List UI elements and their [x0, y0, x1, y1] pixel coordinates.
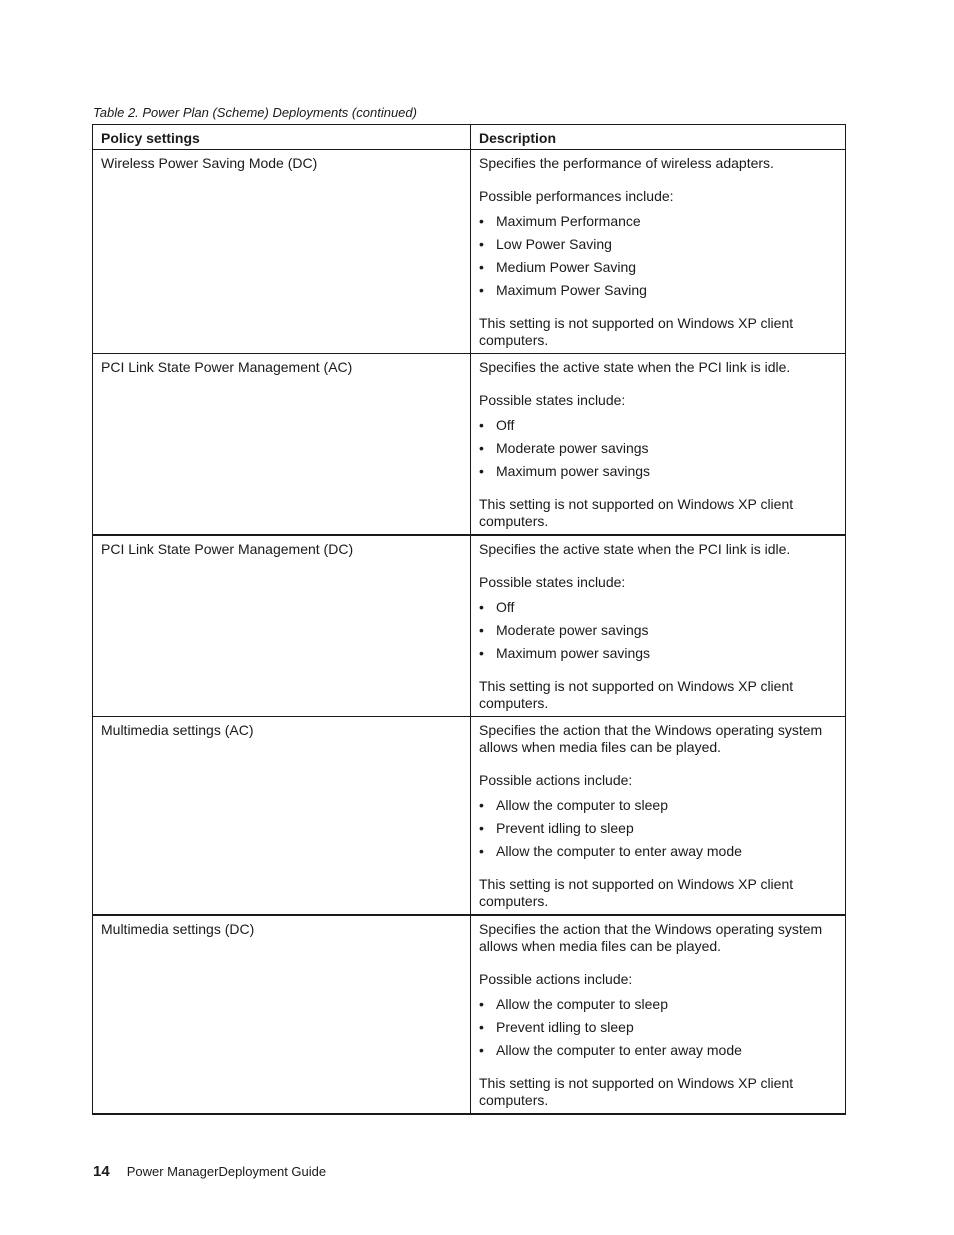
list-item: [479, 843, 837, 860]
description-cell: [471, 535, 846, 717]
list-item: [479, 622, 837, 639]
list-item-text: Medium Power Saving: [496, 259, 637, 275]
setting-cell: [93, 535, 471, 717]
setting-name: Multimedia settings (AC): [101, 722, 254, 738]
description-cell: [471, 717, 846, 916]
table-row: [93, 354, 846, 536]
description-intro: Specifies the active state when the PCI link is idle.: [479, 541, 791, 557]
list-item: [479, 1019, 837, 1036]
list-item-text: Low Power Saving: [496, 236, 612, 252]
list-item-text: Allow the computer to enter away mode: [496, 1042, 742, 1058]
description-note: This setting is not supported on Windows XP client computers.: [479, 496, 794, 529]
list-item-text: Allow the computer to sleep: [496, 797, 668, 813]
list-item: [479, 996, 837, 1013]
table-row: [93, 717, 846, 916]
setting-name: PCI Link State Power Management (DC): [101, 541, 354, 557]
description-lead: Possible states include:: [479, 392, 626, 408]
page-number: 14: [93, 1163, 110, 1180]
list-item: [479, 213, 837, 230]
description-note: This setting is not supported on Windows XP client computers.: [479, 876, 794, 909]
bullet-icon: •: [479, 463, 484, 479]
list-item: [479, 440, 837, 457]
setting-name: PCI Link State Power Management (AC): [101, 359, 353, 375]
list-item-text: Prevent idling to sleep: [496, 1019, 634, 1035]
setting-cell: [93, 150, 471, 354]
setting-cell: [93, 717, 471, 916]
description-intro: Specifies the performance of wireless adapters.: [479, 155, 774, 171]
bullet-icon: •: [479, 213, 484, 229]
description-intro: Specifies the action that the Windows operating system allows when media files can be played.: [479, 921, 823, 954]
bullet-icon: •: [479, 645, 484, 661]
description-lead: Possible actions include:: [479, 772, 633, 788]
bullet-icon: •: [479, 259, 484, 275]
description-intro: Specifies the active state when the PCI link is idle.: [479, 359, 791, 375]
setting-name: Wireless Power Saving Mode (DC): [101, 155, 318, 171]
description-lead: Possible actions include:: [479, 971, 633, 987]
table-caption: Table 2. Power Plan (Scheme) Deployments (continued): [93, 105, 417, 120]
list-item: [479, 820, 837, 837]
header-row: [93, 125, 846, 150]
list-item-text: Maximum power savings: [496, 463, 651, 479]
bullet-icon: •: [479, 843, 484, 859]
list-item: [479, 1042, 837, 1059]
table-header: [93, 125, 846, 150]
bullet-icon: •: [479, 1019, 484, 1035]
list-item-text: Off: [496, 417, 515, 433]
description-cell: [471, 915, 846, 1114]
bullet-icon: •: [479, 599, 484, 615]
list-item-text: Maximum Performance: [496, 213, 641, 229]
setting-name: Multimedia settings (DC): [101, 921, 255, 937]
header-description: Description: [471, 125, 846, 150]
table-row: [93, 150, 846, 354]
description-lead: Possible performances include:: [479, 188, 674, 204]
description-intro: Specifies the action that the Windows operating system allows when media files can be played.: [479, 722, 823, 755]
list-item-text: Allow the computer to enter away mode: [496, 843, 742, 859]
list-item-text: Moderate power savings: [496, 440, 649, 456]
description-lead: Possible states include:: [479, 574, 626, 590]
list-item: [479, 259, 837, 276]
bullet-icon: •: [479, 236, 484, 252]
page-footer: [93, 1163, 326, 1181]
description-note: This setting is not supported on Windows XP client computers.: [479, 315, 794, 348]
list-item-text: Allow the computer to sleep: [496, 996, 668, 1012]
option-list: [479, 996, 837, 1059]
list-item: [479, 417, 837, 434]
table-row: [93, 535, 846, 717]
setting-cell: [93, 915, 471, 1114]
description-note: This setting is not supported on Windows XP client computers.: [479, 678, 794, 711]
option-list: [479, 599, 837, 662]
description-cell: [471, 354, 846, 536]
power-plan-table: [92, 124, 846, 1115]
list-item: [479, 282, 837, 299]
list-item: [479, 236, 837, 253]
list-item: [479, 463, 837, 480]
list-item-text: Maximum Power Saving: [496, 282, 647, 298]
header-policy-settings: Policy settings: [93, 125, 471, 150]
table-body: [93, 150, 846, 1115]
bullet-icon: •: [479, 282, 484, 298]
list-item: [479, 797, 837, 814]
bullet-icon: •: [479, 1042, 484, 1058]
setting-cell: [93, 354, 471, 536]
table-row: [93, 915, 846, 1114]
list-item-text: Off: [496, 599, 515, 615]
bullet-icon: •: [479, 820, 484, 836]
bullet-icon: •: [479, 797, 484, 813]
bullet-icon: •: [479, 440, 484, 456]
list-item-text: Moderate power savings: [496, 622, 649, 638]
bullet-icon: •: [479, 996, 484, 1012]
list-item: [479, 645, 837, 662]
bullet-icon: •: [479, 622, 484, 638]
list-item-text: Maximum power savings: [496, 645, 651, 661]
list-item: [479, 599, 837, 616]
option-list: [479, 797, 837, 860]
option-list: [479, 417, 837, 480]
option-list: [479, 213, 837, 299]
bullet-icon: •: [479, 417, 484, 433]
description-cell: [471, 150, 846, 354]
document-title: Power ManagerDeployment Guide: [126, 1164, 327, 1179]
description-note: This setting is not supported on Windows XP client computers.: [479, 1075, 794, 1108]
list-item-text: Prevent idling to sleep: [496, 820, 634, 836]
